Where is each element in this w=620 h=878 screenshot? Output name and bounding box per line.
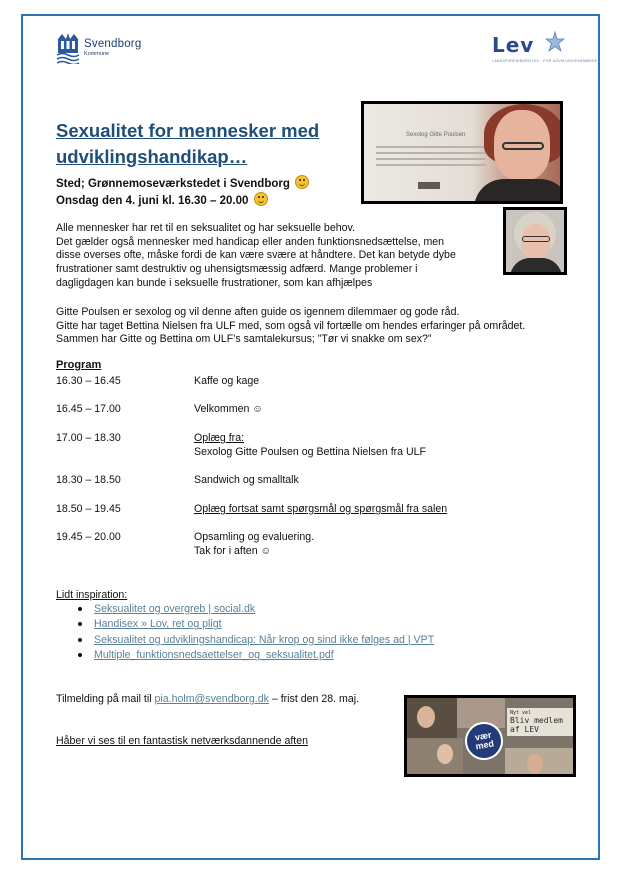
lev-star-icon	[544, 31, 566, 53]
inspiration-link[interactable]: Handisex » Lov, ret og pligt	[78, 617, 434, 632]
intro-line: disse overses ofte, måske fordi de kan være svære at håndtere. Det kan betyde dybe	[56, 249, 456, 262]
signup-prefix: Tilmelding på mail til	[56, 693, 155, 705]
svendborg-name: Svendborg	[84, 38, 142, 50]
photo-text-lines	[376, 146, 486, 170]
intro-line: Alle mennesker har ret til en seksualitet og har seksuelle behov.	[56, 222, 355, 234]
program-desc: Oplæg fortsat samt spørgsmål og spørgsmål fra salen	[194, 503, 448, 515]
banner-badge: vær med	[462, 719, 506, 763]
event-meta	[56, 175, 309, 209]
program-time: 18.30 – 18.50	[56, 474, 121, 486]
intro-line: Det gælder også mennesker med handicap eller anden funktionsnedsættelse, men	[56, 235, 445, 248]
inspiration-links	[78, 602, 434, 664]
program-time: 19.45 – 20.00	[56, 531, 121, 543]
program-desc: Kaffe og kage	[194, 375, 260, 387]
portrait-face	[521, 224, 551, 260]
svendborg-crest-icon	[56, 31, 80, 64]
presenter-photo	[503, 207, 567, 275]
presenters-line: Gitte Poulsen er sexolog og vil denne aften guide os igennem dilemmaer og gode råd.	[56, 306, 460, 318]
lev-tagline: LANDSFORENINGEN LEV - FOR UDVIKLINGSHÆMMEDE	[492, 59, 598, 63]
program-time: 17.00 – 18.30	[56, 432, 121, 444]
membership-banner[interactable]	[404, 695, 576, 777]
event-date: Onsdag den 4. juni kl. 16.30 – 20.00	[56, 195, 249, 207]
banner-text	[507, 708, 576, 736]
program-time: 16.30 – 16.45	[56, 375, 121, 387]
inspiration-link[interactable]: Multiple_funktionsnedsaettelser_og_seksualitet.pdf	[78, 648, 434, 663]
program-desc-2: Sexolog Gitte Poulsen og Bettina Nielsen fra ULF	[194, 446, 427, 458]
program-heading: Program	[56, 359, 102, 371]
presenters-line: Sammen har Gitte og Bettina om ULF’s samtalekursus; ”Tør vi snakke om sex?”	[56, 333, 432, 346]
smiley-icon	[295, 175, 309, 189]
photo-caption: Sexolog Gitte Poulsen	[406, 132, 466, 138]
intro-line: frustrationer samt destruktiv og uhensigtsmæssig adfærd. Mange problemer i	[56, 263, 418, 276]
photo-button-graphic	[418, 182, 440, 189]
signup-suffix: – frist den 28. maj.	[268, 693, 360, 705]
lev-logo	[492, 33, 598, 63]
program-time: 18.50 – 19.45	[56, 503, 121, 515]
event-place: Sted; Grønnemoseværkstedet i Svendborg	[56, 178, 290, 190]
page-title: Sexualitet for mennesker med udviklingshandikap…	[56, 120, 320, 167]
banner-big-text: Bliv medlem af LEV	[510, 716, 563, 734]
signup-line	[56, 693, 359, 705]
inspiration-link[interactable]: Seksualitet og overgreb | social.dk	[78, 602, 434, 617]
program-time: 16.45 – 17.00	[56, 403, 121, 415]
closing-text: Håber vi ses til en fantastisk netværksdannende aften	[56, 735, 309, 747]
svendborg-logo	[56, 31, 141, 64]
banner-small-text: Nyt vel	[510, 710, 532, 716]
program-desc: Opsamling og evaluering.	[194, 531, 315, 543]
lev-name: Lev	[492, 33, 535, 57]
signup-email-link[interactable]: pia.holm@svendborg.dk	[154, 693, 269, 705]
program-desc: Sandwich og smalltalk	[194, 474, 299, 486]
inspiration-link[interactable]: Seksualitet og udviklingshandicap: Når krop og sind ikke følges ad | VPT	[78, 633, 434, 648]
smiley-icon	[254, 192, 268, 206]
program-desc: Oplæg fra:	[194, 432, 245, 444]
intro-line: dagligdagen kan bunde i seksuelle frustrationer, som kan afhjælpes	[56, 276, 373, 289]
svendborg-sub: Kommune	[84, 51, 110, 57]
inspiration-heading: Lidt inspiration:	[56, 589, 128, 601]
program-desc: Velkommen ☺	[194, 403, 264, 415]
sexolog-photo	[361, 101, 563, 204]
program-desc-2: Tak for i aften ☺	[194, 545, 272, 557]
presenters-line: Gitte har taget Bettina Nielsen fra ULF med, som også vil fortælle om hendes erfaringer på området.	[56, 319, 526, 332]
